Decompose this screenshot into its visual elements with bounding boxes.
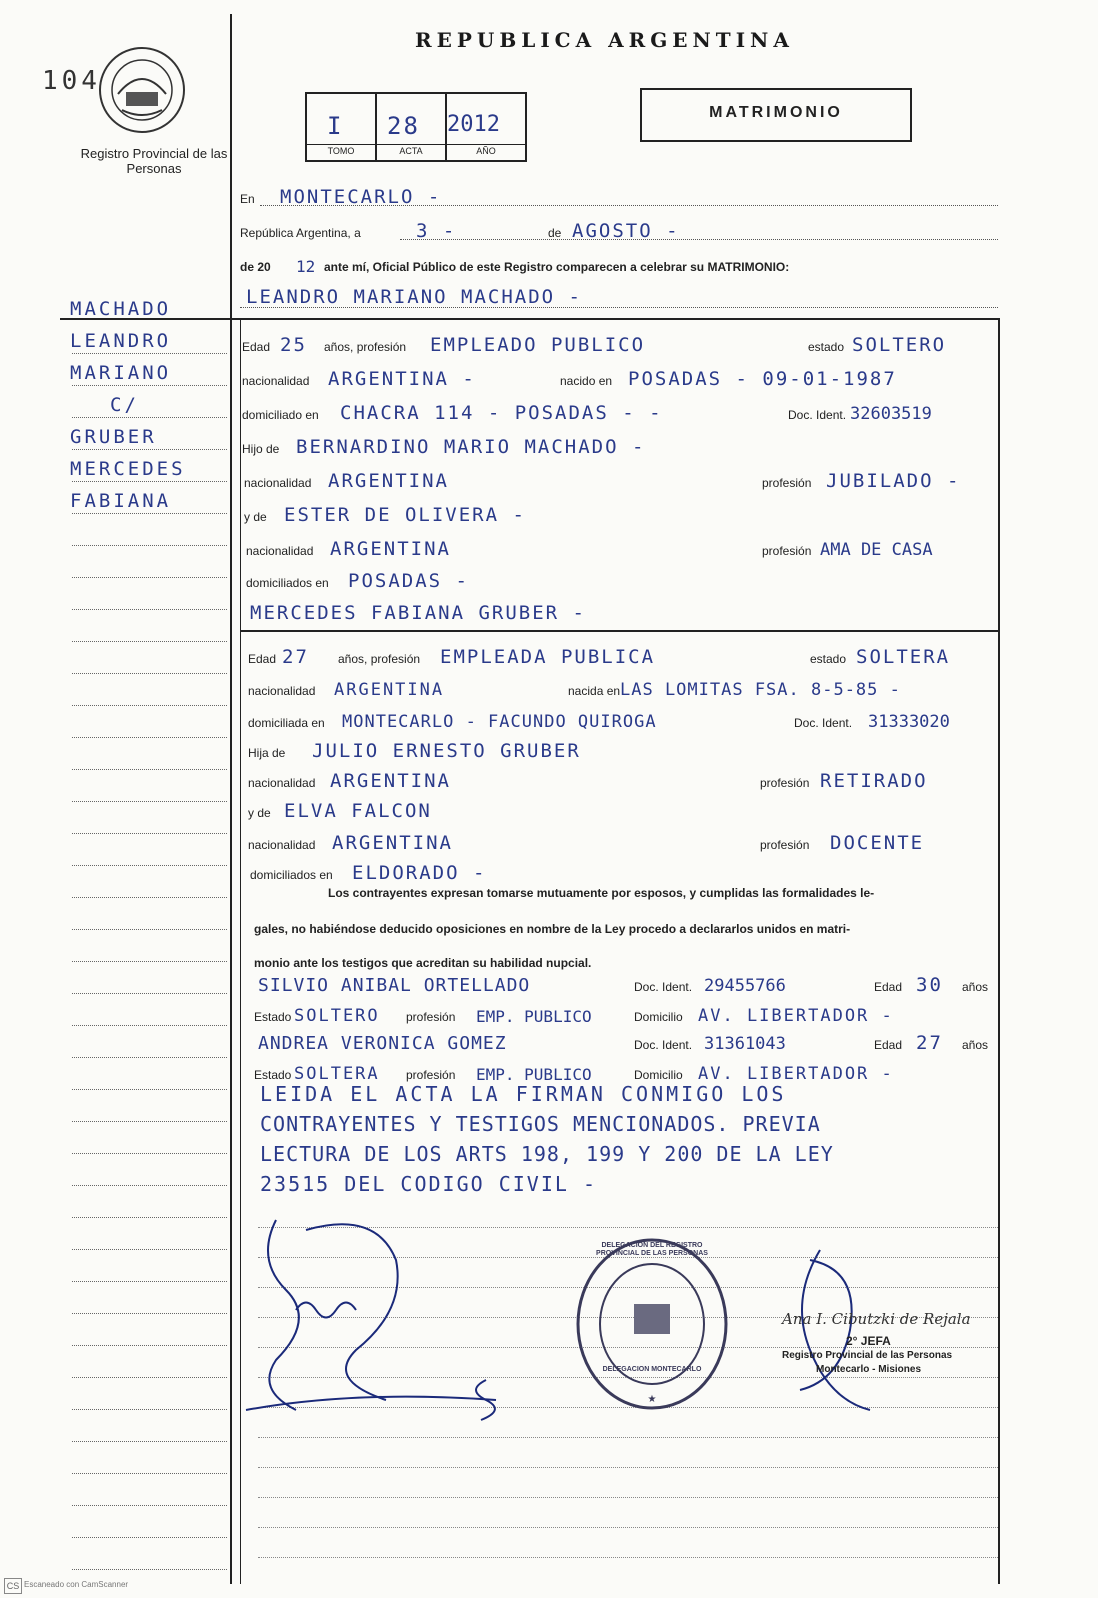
scanner-watermark: Escaneado con CamScanner [24, 1580, 129, 1589]
bride-nationality: ARGENTINA [334, 680, 445, 700]
witness-1-row [240, 968, 998, 998]
tomo-value: I [327, 112, 344, 140]
bride-father-profession: RETIRADO [820, 770, 928, 792]
intro-year-row [240, 248, 998, 278]
groom-mother-nac-label: nacionalidad [246, 544, 314, 558]
bride-parents-address-row [240, 856, 998, 886]
bride-birthplace-date: LAS LOMITAS FSA. 8-5-85 - [620, 680, 901, 700]
witness-1-dom-label: Domicilio [634, 1010, 683, 1024]
bride-mother-prof-label: profesión [760, 838, 810, 852]
witness-2-doc-label: Doc. Ident. [634, 1038, 693, 1052]
bride-mother-nat-row [240, 826, 998, 856]
stamp-inner-text: DELEGACION MONTECARLO [602, 1366, 702, 1373]
groom-mother-nationality: ARGENTINA [330, 538, 451, 560]
groom-hijo-label: Hijo de [242, 442, 280, 456]
groom-doc-label: Doc. Ident. [788, 408, 847, 422]
bride-age-row [240, 640, 998, 670]
witness-2-anos-label: años [962, 1038, 989, 1052]
witness-2-profession: EMP. PUBLICO [476, 1065, 592, 1084]
groom-father-prof-label: profesión [762, 476, 812, 490]
groom-mother-nat-row [240, 532, 998, 562]
groom-yde-label: y de [244, 510, 267, 524]
official-title: 2° JEFA [846, 1334, 891, 1348]
declaration-line-3: monio ante los testigos que acreditan su habilidad nupcial. [254, 956, 592, 970]
bride-hija-label: Hija de [248, 746, 286, 760]
witness-2-name: ANDREA VERONICA GOMEZ [258, 1033, 507, 1054]
tomo-acta-ano-box [305, 92, 527, 162]
witness-1-estado-label: Estado [254, 1010, 292, 1024]
bride-yde-label: y de [248, 806, 271, 820]
witness-1-age: 30 [916, 974, 943, 996]
de-label: de [548, 226, 562, 240]
groom-father-nac-label: nacionalidad [244, 476, 312, 490]
margin-name-3: MARIANO [70, 362, 172, 384]
witness-1-status: SOLTERO [294, 1006, 380, 1026]
bride-mother-profession: DOCENTE [830, 832, 925, 854]
bride-father-row [240, 734, 998, 764]
record-type-label: MATRIMONIO [709, 104, 843, 121]
ano-value: 2012 [447, 112, 500, 137]
witness-2-estado-label: Estado [254, 1068, 292, 1082]
bride-father-name: JULIO ERNESTO GRUBER [312, 740, 581, 762]
marriage-place: MONTECARLO - [280, 186, 442, 208]
bride-profession: EMPLEADA PUBLICA [440, 646, 656, 668]
note-line-4: 23515 DEL CODIGO CIVIL - [260, 1172, 597, 1196]
witness-2-edad-label: Edad [874, 1038, 903, 1052]
witness-2-age: 27 [916, 1032, 943, 1054]
groom-age-row [240, 328, 998, 358]
groom-father-name: BERNARDINO MARIO MACHADO - [296, 436, 646, 458]
bride-father-nat-row [240, 764, 998, 794]
bride-profesion-label: años, profesión [338, 652, 421, 666]
groom-profesion-label: años, profesión [324, 340, 407, 354]
signature-scribbles [236, 1200, 536, 1440]
margin-name-5: GRUBER [70, 426, 157, 448]
margin-name-7: FABIANA [70, 490, 172, 512]
camscanner-logo-icon: CS [4, 1578, 22, 1594]
witness-1-prof-label: profesión [406, 1010, 456, 1024]
note-line-1: LEIDA EL ACTA LA FIRMAN CONMIGO LOS [260, 1082, 787, 1106]
declaration-line-2: gales, no habiéndose deducido oposiciones en nombre de la Ley procedo a declararlos unidos en matri- [254, 922, 851, 936]
folio-number: 104 [42, 66, 101, 96]
groom-father-nationality: ARGENTINA [328, 470, 449, 492]
groom-address: CHACRA 114 - POSADAS - - [340, 402, 663, 424]
groom-estado-label: estado [808, 340, 845, 354]
groom-father-profession: JUBILADO - [826, 470, 961, 492]
delegation-stamp [572, 1234, 732, 1414]
record-type-box [640, 88, 912, 142]
country-title: REPUBLICA ARGENTINA [415, 28, 794, 52]
groom-mother-profession: AMA DE CASA [820, 540, 933, 560]
marriage-day: 3 - [416, 220, 457, 242]
bride-address: MONTECARLO - FACUNDO QUIROGA [342, 712, 657, 732]
groom-dom-padres-label: domiciliados en [246, 576, 329, 590]
registry-emblem [96, 44, 188, 136]
witness-2-dom-label: Domicilio [634, 1068, 683, 1082]
stamp-icon [572, 1234, 732, 1414]
year-prefix: de 20 [240, 260, 271, 274]
groom-name-row [240, 280, 998, 310]
tomo-label: TOMO [327, 146, 355, 156]
bride-father-nac-label: nacionalidad [248, 776, 316, 790]
bride-mother-row [240, 794, 998, 824]
bride-nationality-row [240, 672, 998, 702]
intro-text: ante mí, Oficial Público de este Registro comparecen a celebrar su MATRIMONIO: [324, 260, 790, 274]
official-location: Montecarlo - Misiones [816, 1364, 922, 1375]
note-line-2: CONTRAYENTES Y TESTIGOS MENCIONADOS. PREVIA [260, 1112, 821, 1136]
registry-office-label: Registro Provincial de las Personas [80, 146, 228, 176]
groom-address-row [240, 396, 998, 426]
witness-1-anos-label: años [962, 980, 989, 994]
intro-date-row [240, 214, 998, 244]
bride-nacionalidad-label: nacionalidad [248, 684, 316, 698]
acta-label: ACTA [399, 146, 423, 156]
groom-parents-address: POSADAS - [348, 570, 469, 592]
provincial-seal-icon [96, 44, 188, 136]
bride-edad-label: Edad [248, 652, 277, 666]
bride-age: 27 [282, 646, 309, 668]
groom-nacionalidad-label: nacionalidad [242, 374, 310, 388]
en-label: En [240, 192, 255, 206]
groom-age: 25 [280, 334, 307, 356]
intro-place-row [240, 180, 998, 210]
stamp-ring-text: DELEGACION DEL REGISTRO PROVINCIAL DE LAS PERSONAS [596, 1242, 708, 1257]
groom-mother-row [240, 498, 998, 528]
groom-marital-status: SOLTERO [852, 334, 947, 356]
bride-mother-nationality: ARGENTINA [332, 832, 453, 854]
groom-father-nat-row [240, 464, 998, 494]
svg-text:★: ★ [647, 1394, 657, 1405]
groom-nationality-row [240, 362, 998, 392]
bride-parents-address: ELDORADO - [352, 862, 487, 884]
bride-full-name: MERCEDES FABIANA GRUBER - [250, 602, 586, 624]
bride-doc-number: 31333020 [868, 712, 950, 732]
groom-mother-name: ESTER DE OLIVERA - [284, 504, 526, 526]
ano-label: AÑO [476, 146, 496, 156]
bride-name-row [240, 596, 998, 626]
margin-name-6: MERCEDES [70, 458, 186, 480]
groom-parents-address-row [240, 564, 998, 594]
official-signature [780, 1240, 900, 1420]
witness-2-status: SOLTERA [294, 1064, 380, 1084]
groom-nationality: ARGENTINA - [328, 368, 476, 390]
bride-estado-label: estado [810, 652, 847, 666]
bride-address-row [240, 704, 998, 734]
groom-edad-label: Edad [242, 340, 271, 354]
bride-doc-label: Doc. Ident. [794, 716, 853, 730]
marriage-month: AGOSTO - [572, 220, 680, 242]
margin-name-1: MACHADO [70, 298, 172, 320]
witness-1-details-row [240, 998, 998, 1028]
bride-domicilio-label: domiciliada en [248, 716, 325, 730]
margin-name-4: C/ [110, 394, 139, 416]
groom-birthplace-date: POSADAS - 09-01-1987 [628, 368, 897, 390]
witness-1-address: AV. LIBERTADOR - [698, 1006, 894, 1026]
witness-1-name: SILVIO ANIBAL ORTELLADO [258, 975, 531, 996]
witness-2-row [240, 1026, 998, 1056]
witness-1-doc-label: Doc. Ident. [634, 980, 693, 994]
witness-1-doc: 29455766 [704, 976, 786, 996]
margin-name-2: LEANDRO [70, 330, 172, 352]
year-suffix: 12 [296, 257, 316, 276]
official-name: Ana I. Cibutzki de Rejala [782, 1310, 971, 1328]
bride-father-nationality: ARGENTINA [330, 770, 451, 792]
groom-mother-prof-label: profesión [762, 544, 812, 558]
bride-mother-name: ELVA FALCON [284, 800, 432, 822]
note-line-3: LECTURA DE LOS ARTS 198, 199 Y 200 DE LA LEY [260, 1142, 834, 1166]
witness-1-profession: EMP. PUBLICO [476, 1007, 592, 1026]
groom-nacido-label: nacido en [560, 374, 613, 388]
bride-nacida-label: nacida en [568, 684, 621, 698]
bride-dom-padres-label: domiciliados en [250, 868, 333, 882]
bride-father-prof-label: profesión [760, 776, 810, 790]
declaration-line-1: Los contrayentes expresan tomarse mutuamente por esposos, y cumplidas las formalidades le- [328, 886, 875, 900]
official-office: Registro Provincial de las Personas [782, 1350, 953, 1361]
witness-2-prof-label: profesión [406, 1068, 456, 1082]
groom-father-row [240, 430, 998, 460]
groom-doc-number: 32603519 [850, 404, 932, 424]
groom-full-name: LEANDRO MARIANO MACHADO - [246, 286, 582, 308]
bride-marital-status: SOLTERA [856, 646, 951, 668]
groom-domicilio-label: domiciliado en [242, 408, 319, 422]
acta-value: 28 [387, 112, 420, 140]
bride-mother-nac-label: nacionalidad [248, 838, 316, 852]
republica-label: República Argentina, a [240, 226, 361, 240]
groom-profession: EMPLEADO PUBLICO [430, 334, 646, 356]
witness-2-address: AV. LIBERTADOR - [698, 1064, 894, 1084]
witness-1-edad-label: Edad [874, 980, 903, 994]
witness-2-doc: 31361043 [704, 1034, 786, 1054]
